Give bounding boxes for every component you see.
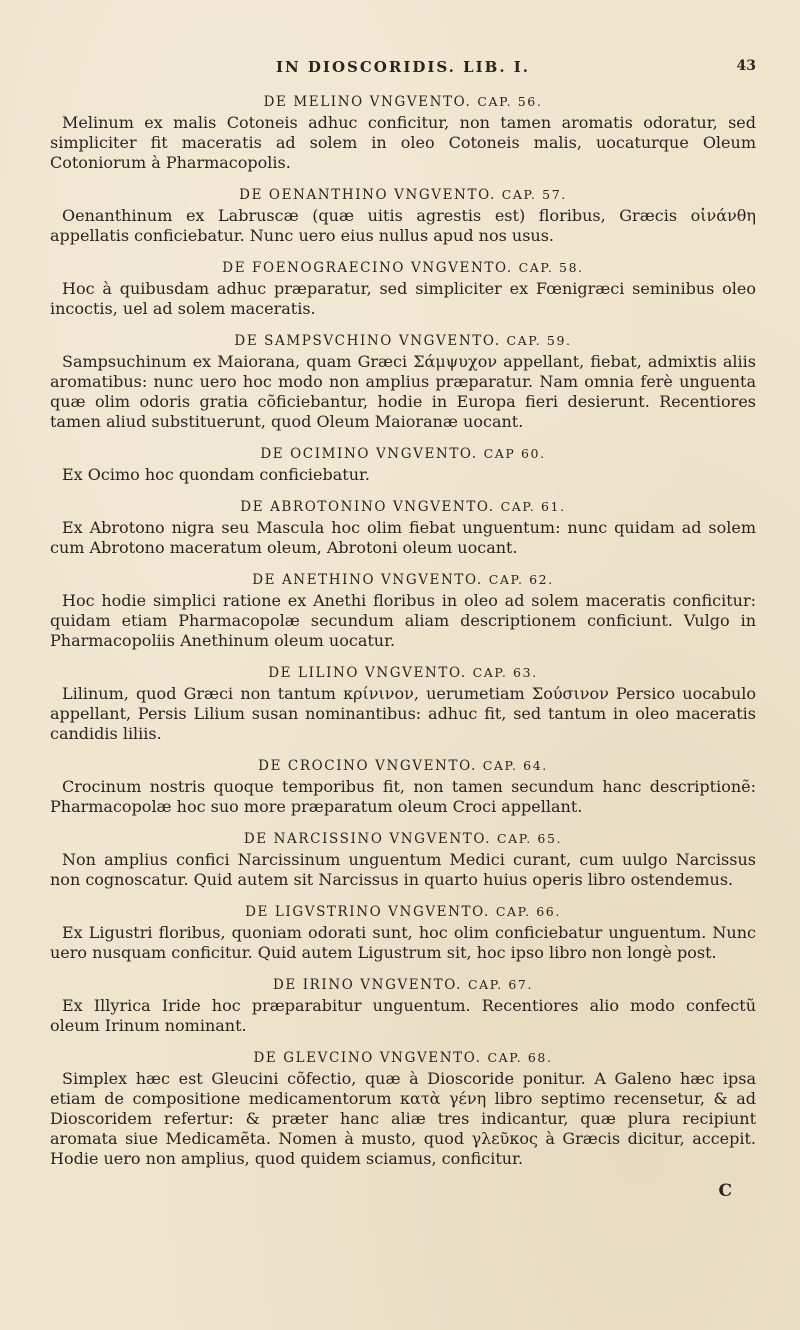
chapter-56 xyxy=(50,92,756,173)
chapter-text: Sampsuchinum ex Maiorana, quam Græci Σάμψυχον appellant, fiebat, admixtis aliis aromatibus: nunc uero hoc modo non amplius præparatur. Nam omnia ferè unguenta quæ olim odoris gratia cõficiebantur, hodie in Europa fieri desierunt. Recentiores tamen aliud substituerunt, quod Oleum Maioranæ uocant. xyxy=(50,352,756,431)
chapter-59 xyxy=(50,331,756,432)
chapter-heading xyxy=(50,185,756,205)
chapter-heading xyxy=(50,829,756,849)
chapter-title: DE ANETHINO VNGVENTO. xyxy=(252,572,489,588)
chapter-67 xyxy=(50,975,756,1036)
chapter-number: CAP. 61. xyxy=(500,499,566,514)
chapter-number: CAP. 64. xyxy=(482,758,548,773)
chapter-number: CAP. 59. xyxy=(506,333,572,348)
chapter-text: Non amplius confici Narcissinum unguentum Medici curant, cum uulgo Narcissus non cognoscatur. Quid autem sit Narcissus in quarto huius operis libro ostendemus. xyxy=(50,850,756,889)
chapter-title: DE LILINO VNGVENTO. xyxy=(268,665,473,681)
chapter-63 xyxy=(50,663,756,744)
chapter-text: Ex Ligustri floribus, quoniam odorati sunt, hoc olim conficiebatur unguentum. Nunc uero nusquam conficitur. Quid autem Ligustrum sit, hoc ipso libro non longè post. xyxy=(50,923,756,962)
chapter-text: Ex Ocimo hoc quondam conficiebatur. xyxy=(62,465,370,484)
chapter-66 xyxy=(50,902,756,963)
chapter-65 xyxy=(50,829,756,890)
chapter-title: DE MELINO VNGVENTO. xyxy=(263,94,478,110)
chapter-number: CAP 60. xyxy=(483,446,546,461)
chapter-title: DE NARCISSINO VNGVENTO. xyxy=(243,831,498,847)
chapter-text: Simplex hæc est Gleucini cõfectio, quæ à Dioscoride ponitur. A Galeno hæc ipsa etiam de compositione medicamentorum κατὰ γένη libro septimo recensetur, & ad Dioscoridem refertur: & præter hanc aliæ tres indicantur, quæ plura recipiunt aromata siue Medicamẽta. Nomen à musto, quod γλεῦκος à Græcis dicitur, accepit. Hodie uero non amplius, quod quidem sciamus, conficitur. xyxy=(50,1069,756,1168)
chapter-number: CAP. 66. xyxy=(495,904,561,919)
chapter-58 xyxy=(50,258,756,319)
chapter-heading xyxy=(50,444,756,464)
chapter-number: CAP. 68. xyxy=(487,1050,553,1065)
chapter-title: DE GLEVCINO VNGVENTO. xyxy=(253,1050,488,1066)
folio-number: 43 xyxy=(736,58,756,74)
chapter-62 xyxy=(50,570,756,651)
chapter-heading xyxy=(50,1048,756,1068)
chapter-64 xyxy=(50,756,756,817)
chapter-text: Oenanthinum ex Labruscæ (quæ uitis agrestis est) floribus, Græcis οἰνάνθη appellatis conficiebatur. Nunc uero eius nullus apud nos usus. xyxy=(50,206,756,245)
chapter-title: DE CROCINO VNGVENTO. xyxy=(258,758,483,774)
chapter-text: Hoc hodie simplici ratione ex Anethi floribus in oleo ad solem maceratis conficitur: quidam etiam Pharmacopolæ secundum aliam descriptionem conficiunt. Vulgo in Pharmacopoliis Anethinum oleum uocatur. xyxy=(50,591,756,650)
chapter-heading xyxy=(50,92,756,112)
chapter-title: DE LIGVSTRINO VNGVENTO. xyxy=(245,904,496,920)
chapter-text: Lilinum, quod Græci non tantum κρίνινον, uerumetiam Σούσινον Persico uocabulo appellant, Persis Lilium susan nominantibus: adhuc fit, sed tantum in oleo maceratis candidis liliis. xyxy=(50,684,756,743)
chapter-title: DE IRINO VNGVENTO. xyxy=(272,977,468,993)
chapter-title: DE ABROTONINO VNGVENTO. xyxy=(240,499,501,515)
chapter-heading xyxy=(50,570,756,590)
chapter-heading xyxy=(50,663,756,683)
chapter-number: CAP. 63. xyxy=(472,665,538,680)
chapter-61 xyxy=(50,497,756,558)
chapter-number: CAP. 65. xyxy=(497,831,563,846)
chapter-title: DE OCIMINO VNGVENTO. xyxy=(260,446,484,462)
chapter-number: CAP. 56. xyxy=(477,94,543,109)
chapter-title: DE FOENOGRAECINO VNGVENTO. xyxy=(222,260,519,276)
chapter-heading xyxy=(50,902,756,922)
chapter-number: CAP. 57. xyxy=(501,187,567,202)
chapter-60 xyxy=(50,444,756,485)
chapter-list xyxy=(50,92,756,1169)
chapter-heading xyxy=(50,497,756,517)
chapter-heading xyxy=(50,756,756,776)
chapter-title: DE OENANTHINO VNGVENTO. xyxy=(239,187,502,203)
catchword: C xyxy=(718,1181,732,1201)
chapter-heading xyxy=(50,975,756,995)
chapter-68 xyxy=(50,1048,756,1169)
chapter-text: Melinum ex malis Cotoneis adhuc conficitur, non tamen aromatis odoratur, sed simpliciter fit maceratis ad solem in oleo Cotoneis malis, uocaturque Oleum Cotoniorum à Pharmacopolis. xyxy=(50,113,756,172)
chapter-heading xyxy=(50,331,756,351)
running-title: IN DIOSCORIDIS. LIB. I. xyxy=(275,58,531,76)
chapter-number: CAP. 62. xyxy=(488,572,554,587)
chapter-text: Hoc à quibusdam adhuc præparatur, sed simpliciter ex Fœnigræci seminibus oleo incoctis, uel ad solem maceratis. xyxy=(50,279,756,318)
chapter-number: CAP. 67. xyxy=(467,977,534,992)
running-head xyxy=(50,58,756,82)
chapter-heading xyxy=(50,258,756,278)
chapter-title: DE SAMPSVCHINO VNGVENTO. xyxy=(234,333,507,349)
chapter-text: Ex Abrotono nigra seu Mascula hoc olim fiebat unguentum: nunc quidam ad solem cum Abrotono maceratum oleum, Abrotoni oleum uocant. xyxy=(50,518,756,557)
chapter-text: Ex Illyrica Iride hoc præparabitur unguentum. Recentiores alio modo confectũ oleum Irinum nominant. xyxy=(50,996,756,1035)
chapter-number: CAP. 58. xyxy=(518,260,584,275)
chapter-57 xyxy=(50,185,756,246)
chapter-text: Crocinum nostris quoque temporibus fit, non tamen secundum hanc descriptionẽ: Pharmacopolæ hoc suo more præparatum oleum Croci appellant. xyxy=(50,777,756,816)
